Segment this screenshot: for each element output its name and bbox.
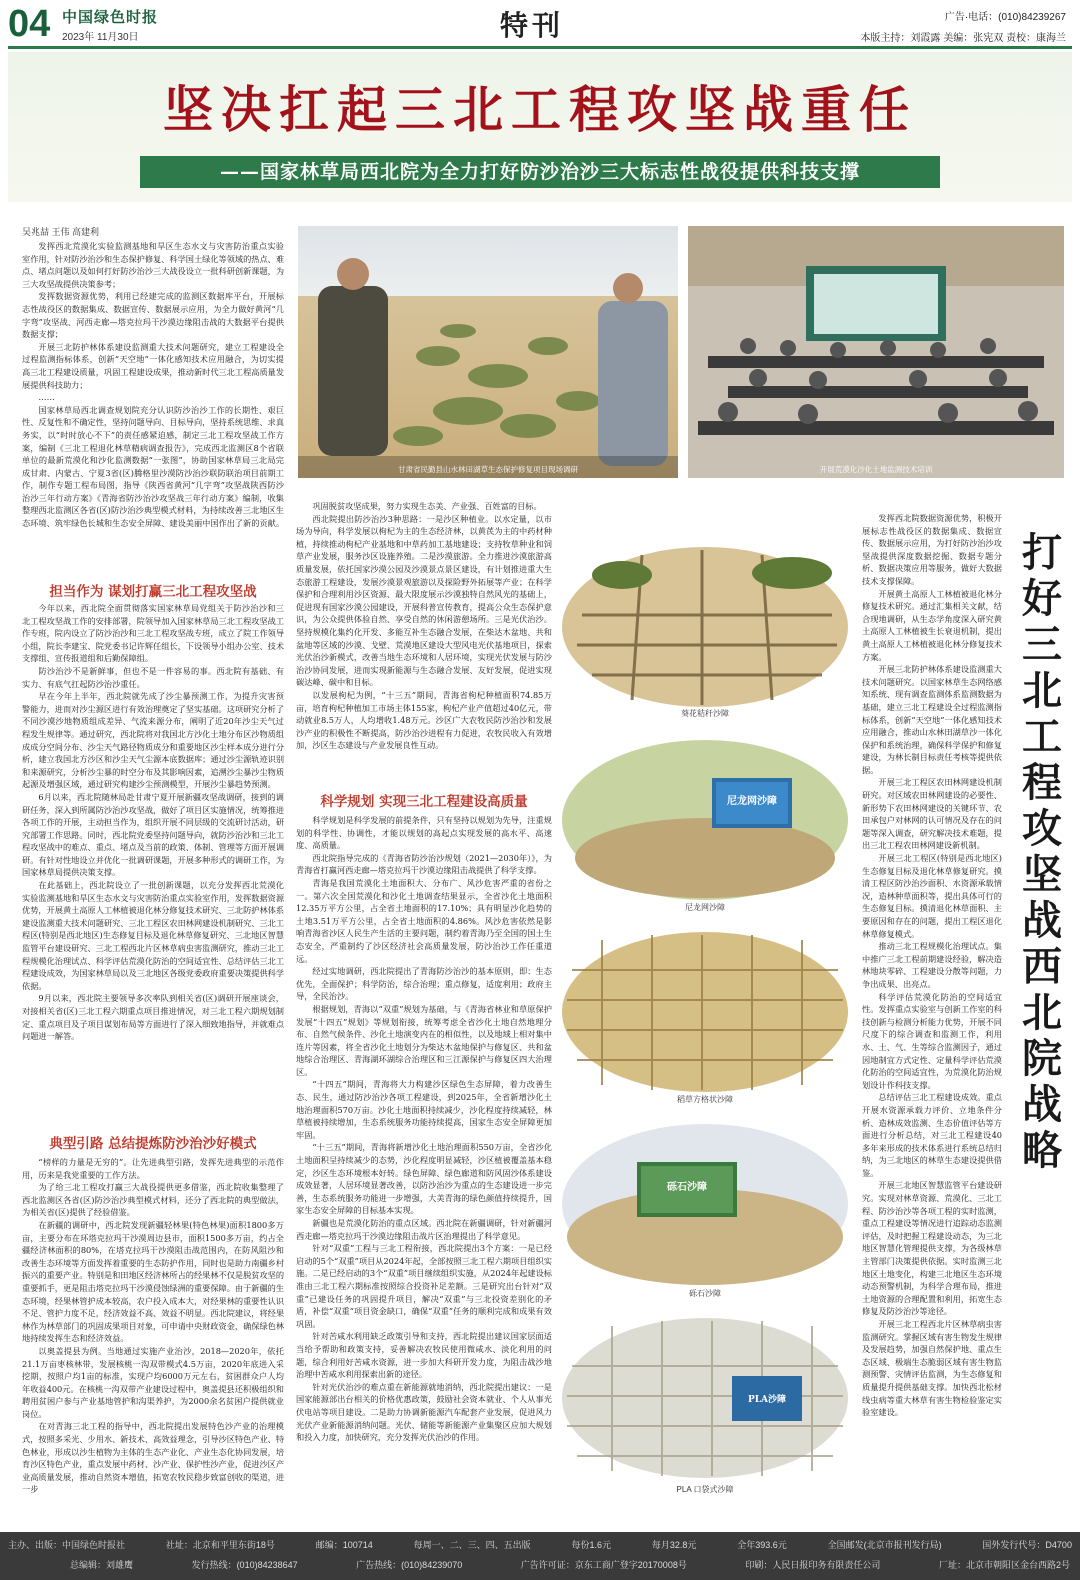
paragraph: 经过实地调研，西北院提出了青海防沙治沙的基本原则，即：生态优先，全面保护；科学防治，综合治理；重点修复，适度利用；政府主导，全民治沙。 — [296, 966, 552, 1002]
paragraph: “榜样的力量是无穷的”。让先进典型引路，发挥先进典型的示范作用，历来是我党重要的工作方法。 — [22, 1157, 284, 1180]
footer-item: 总编辑：刘雄鹰 — [70, 1560, 134, 1570]
section-heading-2: 典型引路 总结提炼防沙治沙好模式 — [49, 1136, 257, 1152]
paragraph: 开展三北工程区(特别是西北地区)生态修复目标及退化林草修复研究。摸清工程区防沙治沙面积、水资源承载情况，造林种草面积等，提出具体可行的生态修复目标。摸清退化林草面积、主要原因和存在的问题，提出工程区退化林草修复模式。 — [862, 853, 1002, 939]
article-column-1b — [22, 602, 284, 1128]
article-column-1c — [22, 1156, 284, 1518]
footer-item: 社址：北京和平里东街18号 — [165, 1540, 275, 1550]
footer-item: 广告热线：(010)84239070 — [356, 1560, 463, 1570]
photo-nylon-barrier — [562, 738, 848, 903]
paragraph: 新疆也是荒漠化防治的重点区域。西北院在新疆调研，针对新疆河西走廊—塔克拉玛干沙漠边缘阻击战片区治理提出了科学意见。 — [296, 1218, 552, 1241]
page-editors: 本版主持：刘霞露 美编：张宪双 责校：康海兰 — [860, 33, 1066, 44]
footer-item: 广告许可证：京东工商广登字20170008号 — [520, 1560, 687, 1570]
paragraph: 开展三北防护林体系建设监测重大技术问题研究，建立工程建设全过程监测指标体系，创新“天空地”一体化感知技术应用融合，为切实提高三北工程建设质量，巩固工程建设成果，推动新时代三北工程高质量发展提供科技助力； — [22, 341, 284, 390]
photo-training-session — [688, 226, 1064, 478]
sign-board-text: 尼龙网沙障 — [727, 796, 777, 807]
paragraph: 发挥西北荒漠化实验监测基地和旱区生态水文与灾害防治重点实验室作用，针对防沙治沙和生态保护修复、科学国土绿化等领域的热点、难点、堵点问题以及如何打好防沙治沙三大战役设立一批科研创新课题，为三大攻坚战提供决策参考； — [22, 241, 284, 289]
masthead — [0, 0, 1080, 46]
sign-board-text: PLA沙障 — [747, 1395, 787, 1405]
paragraph: 总结评估三北工程建设成效。重点开展水资源承载力评价、立地条件分析、造林成效监测、生态价值评估等方面进行分析总结，对三北工程建设40多年来形成的技术体系进行系统总结归纳，为三北地区的林草生态建设提供借鉴。 — [862, 1092, 1002, 1178]
photo-caption: 甘肃省民勤县山水林田湖草生态保护修复项目现场调研 — [398, 465, 578, 474]
footer-item: 邮编：100714 — [315, 1540, 373, 1550]
footer-item: 每月32.8元 — [651, 1540, 697, 1550]
paper-name: 中国绿色时报 — [62, 8, 159, 26]
photo-pla-barrier — [562, 1316, 848, 1481]
paragraph: 科学评估荒漠化防治的空间适宜性。发挥重点实验室与创新工作室的科技创新与检测分析能力优势，开展不同尺度下的综合调查和监测工作，利用水、土、气、生等综合监测因子，通过因地制宜方式定性、定量科学评估荒漠化防治的空间适宜性，为荒漠化防治规划设计作科技支撑。 — [862, 991, 1002, 1090]
footer-line-2 — [70, 1558, 1070, 1571]
caption-straw-barrier: 稻草方格状沙障 — [677, 1095, 733, 1104]
paragraph: 开展三北工程西北片区林草病虫害监测研究。掌握区域有害生物发生规律及发展趋势，加强自然保护地、重点生态区域、极端生态脆弱区域有害生物监测预警、灾情评估监测，为生态修复和质量提升提供基础支撑。加快西北松材线虫病等重大林草有害生物检验鉴定实验室建设。 — [862, 1319, 1002, 1418]
paragraph: 青海是我国荒漠化土地面积大、分布广、风沙危害严重的省份之一。第六次全国荒漠化和沙化土地调查结果显示，全省沙化土地面积12.35万平方公里，占全省土地面积的17.10%；具有明显沙化趋势的土地3.51万平方公里，占全省土地面积的4.86%。风沙危害依然是影响青海省沙区人民生产生活的主要问题，制约着青海乃至全国的国土生态安全，严重制约了沙区经济社会高质量发展，防沙治沙工作任重道远。 — [296, 877, 552, 964]
footer-item: 每周一、二、三、四、五出版 — [413, 1540, 531, 1550]
paragraph: “十四五”期间，青海将大力构建沙区绿色生态屏障，着力改善生态、民生，通过防沙治沙各项工程建设，到2025年，全省新增沙化土地治理面积570万亩。沙化土地面积持续减少，沙化程度持续减轻，林草植被持续增加，生态系统服务功能持续提高，国家生态安全屏障更加牢固。 — [296, 1079, 552, 1140]
paragraph: “十三五”期间，青海将新增沙化土地治理面积550万亩，全省沙化土地面积呈持续减少的态势，沙化程度明显减轻，沙区植被覆盖基本稳定，沙区生态环境根本好转。绿色屏障、绿色廊道和防风固沙体系建设成效显著，人居环境显著改善，以防沙治沙为重点的生态建设进一步完善，生态系统服务功能进一步增强，大美青海的绿色颜值持续提升，国家生态安全屏障的目标基本实现。 — [296, 1142, 552, 1216]
photo-field-survey — [298, 226, 678, 478]
article-column-2b — [296, 814, 552, 1520]
footer — [0, 1532, 1080, 1580]
paragraph: 巩固脱贫攻坚成果，努力实现生态美、产业强、百姓富的目标。 — [312, 501, 542, 511]
footer-item: 主办、出版：中国绿色时报社 — [8, 1540, 126, 1550]
paragraph: 西北院指导完成的《青海省防沙治沙规划（2021—2030年）》，为青海省打赢河西走廊—塔克拉玛干沙漠边缘阻击战提供了科学支撑。 — [296, 852, 552, 876]
caption-sunflower-barrier: 葵花秸秆沙障 — [681, 709, 729, 718]
paragraph: 针对“双重”工程与三北工程衔接，西北院提出3个方案：一是已经启动的5个“双重”项目从2024年起，全部按照三北工程六期项目组织实施。二是已经启动的3个“双重”项目继续组织实施，从2024年起建设标准由三北工程六期标准按照综合投资补足差额。三是研究出台针对“双重”已建设任务的巩固提升项目，解决“双重”与三北投资差别化的矛盾，补偿“双重”项目资金缺口，确保“双重”任务的顺利完成和成果有效巩固。 — [296, 1243, 552, 1329]
ad-phone: 广告·电话：(010)84239267 — [944, 12, 1066, 23]
footer-item: 每份1.6元 — [571, 1540, 611, 1550]
article-column-3 — [862, 512, 1002, 1522]
page-number: 04 — [8, 3, 51, 45]
footer-item: 厂址：北京市朝阳区金台西路2号 — [938, 1560, 1070, 1570]
paragraph: 在此基础上，西北院设立了一批创新课题，以充分发挥西北荒漠化实验监测基地和旱区生态水文与灾害防治重点实验室作用，发挥数据资源优势，开展黄土高原人工林植被退化林分修复技术研究、三北防护林体系建设监测重大技术问题研究、三北工程区农田林网建设机制研究、三北工程区(特别是西北地区)生态修复目标及退化林草修复研究、三北地区智慧监管平台建设研究、三北工程西北片区林草病虫害监测研究，推动三北工程规模化治理试点、科学评估荒漠化防治的空间适宜性、总结评估三北工程建设成效，为国家林草局以及三北地区各级党委政府重要决策提供科学依据。 — [22, 880, 284, 991]
photo-sunflower-barrier — [562, 545, 848, 710]
footer-item: 全国邮发(北京市报刊发行局) — [827, 1540, 942, 1550]
sign-board-text: 砾石沙障 — [667, 1182, 707, 1193]
article-column-1a — [22, 240, 284, 580]
paragraph: 科学规划是科学发展的前提条件，只有坚持以规划为先导，注重规划的科学性、协调性，才能以规划的高起点实现发展的高水平、高速度、高质量。 — [296, 815, 552, 851]
section-heading-3: 科学规划 实现三北工程建设高质量 — [320, 794, 528, 810]
paragraph: 在对青海三北工程的指导中，西北院提出发展特色沙产业的治理模式，按照多采光、少用水、新技术、高效益理念，引导沙区特色产业、特色林业，形成以沙生植物为主体的生态产业化、产业生态化协同发展，培育沙区特色产业，重点发展中药材、沙产业、保护性沙产业，促进沙区产业高质量发展，推动自然资本增值，拓宽农牧民稳步致富创收的渠道，进一步 — [22, 1421, 284, 1495]
paragraph: 防沙治沙不是新鲜事，但也不是一件容易的事。西北院有基础、有实力、有底气扛起防沙治沙重任。 — [22, 665, 284, 689]
paragraph: 在新疆的调研中，西北院发现新疆轻林果(特色林果)面积1800多万亩，主要分布在环塔克拉玛干沙漠周边县市，面积1500多万亩，约占全疆经济林面积的80%，在塔克拉玛干沙漠阻击战范围内，在防风阻沙和改善生态环境等方面发挥着重要的生态防护作用，同时也是助力南疆乡村振兴的重要产业。特别是和田地区经济林所占的经果林不仅是脱贫攻坚的重要抓手，更是阻击塔克拉玛干沙漠侵蚀绿洲的重要保障。由于新疆的生态环境，经果林管护成本较高，农户投入成本大，对经果林的重要性认识不足、管护力度不足，经济效益不高、效益不明显。西北院建议，将经果林作为林草部门的巩固成果项目对象，可申请中央财政资金，确保绿色林地持续发挥生态和经济效益。 — [22, 1219, 284, 1344]
main-headline: 坚决扛起三北工程攻坚战重任 — [163, 80, 917, 139]
paragraph: 针对苦咸水利用缺乏政策引导和支持，西北院提出建议国家层面适当给予帮助和政策支持，妥善解决农牧民使用微咸水、淡化利用的问题，综合利用好苦咸水资源，进一步加大科研开发力度，为阻击战沙地治理中苦咸水利用探索出新的途径。 — [296, 1331, 552, 1380]
issue-date: 2023年 11月30日 — [62, 32, 139, 43]
vertical-side-title: 打好三北工程攻坚战西北院战略 — [1022, 529, 1062, 1174]
paragraph: 针对光伏治沙的难点重在新能源就地消纳，西北院提出建议：一是国家能源部出台相关的价格优惠政策，鼓励社会资本就业、个人从事光伏电站等项目建设。二是助力协调新能源汽车配套产业发展，促进风力光伏产业新能源消纳问题。光伏、储能等新能源产业集聚区应加大规划和投入力度，加快研究，充分发挥光伏治沙的作用。 — [296, 1381, 552, 1443]
paragraph: 发挥数据资源优势，利用已经建完成的监测区数据库平台，开展标志性战役区的数据集成、数据宣传、数据展示应用，为全力做好黄河“几字弯”攻坚战、河西走廊—塔克拉玛干沙漠边缘阻击战的大数据平台提供数据支撑； — [22, 291, 284, 340]
byline: 吴兆喆 王伟 高建利 — [22, 227, 100, 237]
footer-item: 国外发行代号：D4700 — [982, 1540, 1072, 1550]
paragraph: 开展三北工程区农田林网建设机制研究。对区域农田林网建设的必要性、新形势下农田林网建设的关键环节、农田承包户对林网的认可情况及存在的问题等深入调查，研究解决技术难题，提出三北工程农田林网建设新机制。 — [862, 777, 1002, 851]
paragraph: 早在今年上半年，西北院就先成了沙尘暴预测工作，为提升灾害预警能力，进而对沙尘源区进行有效治理奠定了坚实基础。这项研究分析了不同沙漠沙地物质组成差异、气流来源分布，阐明了近20年沙尘天气过程发生规律等。通过研究，西北院将对我国北方沙化土地分布区沙物质组成成分空间分布、沙尘天气路径物质成分和重要地区沙尘样本成分进行分析，建立我国北方沙区和沙尘天气尘源本底数据库；通过沙尘源轨迹识别和来源研究，分析沙尘暴的时空分布及其影响因素，追溯沙尘暴沙尘物质起源及增强区域，通过研究构建沙尘预测模型，开展沙尘暴趋势预测。 — [22, 691, 284, 790]
paragraph: 以发展枸杞为例，“十三五”期间，青海省枸杞种植面积74.85万亩，培育枸杞种植加工市场主体155家，枸杞产业产值超过40亿元，带动就业8.5万人，人均增收1.48万元。沙区广大农牧民防沙治沙和发展沙产业的积极性不断提高，防沙治沙进程有力促进，农牧民收入有效增加，沙区生态建设与产业发展良性互动。 — [296, 689, 552, 751]
paragraph: …… — [38, 392, 55, 403]
paragraph: 发挥西北院数据资源优势，积极开展标志性战役区的数据集成、数据宣传、数据展示应用，为打好防沙治沙攻坚战提供深度数据挖掘、数据专题分析、数据决策应用等服务，做好大数据技术支撑保障。 — [862, 513, 1002, 586]
footer-item: 印刷：人民日报印务有限责任公司 — [745, 1560, 881, 1570]
masthead-divider — [8, 46, 1072, 49]
article-column-2a — [296, 500, 552, 780]
sub-headline: ——国家林草局西北院为全力打好防沙治沙三大标志性战役提供科技支撑 — [140, 156, 940, 188]
paragraph: 开展三北地区智慧监管平台建设研究。实现对林草资源、荒漠化、三北工程、防沙治沙等各项工程的实时监测，重点工程建设等情况进行追踪动态监测评估，及时把握工程建设动态，为三北地区智慧化管理提供支撑，为各级林草主管部门决策提供依据。实时监测三北地区土地变化，构建三北地区生态环境动态预警机制，为科学合理布局，推进土地资源的合理配置和利用，拓宽生态修复及防沙治沙等途径。 — [862, 1180, 1002, 1317]
paragraph: 国家林草局西北调查规划院充分认识防沙治沙工作的长期性、艰巨性、反复性和不确定性，坚持问题导向、目标导向，坚持系统思维、求真务实，以“时时放心不下”的责任感紧迫感，制定三北工程攻坚战工作方案，编制《三北工程退化林草精病调查报告》，完成西北监测区8个省联单位的最新荒漠化和沙化监测数据“一张图”，协助国家林草局三北局完成甘肃、内蒙古、宁夏3省(区)腾格里沙漠防沙治沙联防联治项目前期工作，制作专题工程布局图，指导《陕西省黄河“几字弯”攻坚战陕西防沙治沙三年行动方案》《青海省防沙治沙攻坚战三年行动方案》编制，收集整理西北监测区各省(区)防沙治沙典型模式材料，为持续改善三北地区生态环境、筑牢绿色长城和生态安全屏障、建设美丽中国作出了新的贡献。 — [22, 404, 284, 529]
paragraph: 推动三北工程规模化治理试点。集中推广三北工程前期建设经验，解决造林地块零碎、工程建设分散等问题，力争出成果、出亮点。 — [862, 941, 1002, 989]
photo-gravel-barrier — [562, 1122, 848, 1287]
photo-straw-checkerboard — [562, 930, 848, 1095]
paragraph: 开展三北防护林体系建设监测重大技术问题研究。以国家林草生态网络感知系统、现有调查监测体系监测数据为基础，建立三北工程建设全过程监测指标体系，创新“天空地”一体化感知技术应用融合，推动山水林田湖草沙一体化保护和系统治理，确保科学保护和修复建设，为林长制目标责任考核等提供依据。 — [862, 664, 1002, 775]
footer-item: 发行热线：(010)84238647 — [191, 1560, 298, 1570]
paragraph: 6月以来，西北院随林局赴甘肃宁夏开展新疆攻坚战调研，接到的调研任务，深入到所属防沙治沙攻坚战，做好了项目区实施情况，统筹推进各项工作的开展，主动担当作为，组织开展不同层级的交流研讨活动，研究部署工作思路。同时，西北院党委坚持问题导向，就防沙治沙和三北工程攻坚战中的难点、重点、堵点及当前的政策、体制、管理等方面开展调研。有针对性地设立并优化一批调研课题，开展多种形式的调研工作，为国家林草局提供决策支撑。 — [22, 791, 284, 878]
paragraph: 以奥盖提县为例。当地通过实施产业治沙，2018—2020年，依托21.1万亩枣核林带，发展核桃一沟双带模式4.5万亩，2020年底进入采挖期，按照户均1亩的标准，实现户均6000万元左右，贫困群众户人均年收益400元。在核桃一沟双带产业建设过程中，奥盖提县还积极组织和聘用贫困户参与产业基地管护和沟渠养护，为2000余名贫困户提供就业岗位。 — [22, 1345, 284, 1419]
paragraph: 西北院提出防沙治沙3种思路：一是沙区种植业。以水定量，以市场为导向，科学发展以枸杞为主的生态经济林，以黄芪为主的中药材种植，持续推动枸杞产业基地和中草药加工基地建设；支持牧草种业和饲草产业发展，服务沙区设施养殖。二是沙漠旅游。全力推进沙漠旅游高质量发展，依托国家沙漠公园及沙漠景点景区建设，有计划推进重大生态旅游工程建设，发展沙漠景观旅游以及探险野外拓展等产业；在科学保护和合理利用沙区资源、最大限度展示沙漠独特自然风光的基础上，促进现有国家沙漠公园建设，开展科普宣传教育，提高公众生态保护意识，为公众提供体验自然、享受自然的休闲游憩场所。三是光伏治沙。坚持规模化集约化开发、多能互补生态融合发展，在柴达木盆地、共和盆地等区域的沙漠、戈壁、荒漠地区建设大型风电光伏基地项目，探索光伏治沙新模式，改善当地生态环境和人居环境，实现光伏发展与防沙治沙协同发展，进而实现新能源与生态融合发展、友好发展，促进实现碳达峰、碳中和目标。 — [296, 513, 552, 688]
section-name: 特刊 — [500, 9, 565, 42]
footer-line-1 — [8, 1538, 1072, 1551]
paragraph: 今年以来，西北院全面贯彻落实国家林草局党组关于防沙治沙和三北工程攻坚战工作的安排部署，院领导加入国家林草局三北工程攻坚战工作专班，院内设立了防沙治沙和三北工程攻坚战专班，成立了院工作领导小组，院长李建宝、院党委书记许辉任组长，下设领导小组办公室、技术支撑组、宣传报道组和后勤保障组。 — [22, 603, 284, 664]
paragraph: 根据规划，青海以“双重”规划为基础，与《青海省林业和草原保护发展“十四五”规划》等规划衔接，统筹考虑全省沙化土地自然地理分布、自然气候条件、沙化土地演变内在的相似性，以及地域上相对集中连片等因素，将全省沙化土地划分为柴达木盆地保护与修复区、共和盆地综合治理区、青海湖环湖综合治理区和三江源保护与修复区四大治理区。 — [296, 1003, 552, 1077]
footer-item: 全年393.6元 — [737, 1540, 787, 1550]
photo-caption: 开展荒漠化沙化土地监测技术培训 — [819, 465, 933, 474]
section-heading-1: 担当作为 谋划打赢三北工程攻坚战 — [49, 584, 257, 600]
caption-pla-barrier: PLA 口袋式沙障 — [676, 1485, 734, 1494]
paragraph: 9月以来，西北院主要领导多次率队到相关省(区)调研开展座谈会，对接相关省(区)三北工程六期重点项目推进情况，对三北工程六期规划制定、重点项目及子项目谋划布局等方面进行了深入细致地指导，并就难点问题进一解答。 — [22, 993, 284, 1042]
caption-gravel-barrier: 砾石沙障 — [689, 1289, 721, 1298]
paragraph: 开展黄土高原人工林植被退化林分修复技术研究。通过汇集相关文献，结合现地调研，从生态学角度深入研究黄土高原人工林植被生长衰退机制，提出黄土高原人工林植被退化林分修复技术方案。 — [862, 588, 1002, 662]
paragraph: 为了给三北工程攻打赢三大战役提供更多借鉴，西北院收集整理了西北监测区各省(区)防沙治沙典型模式材料，还分了西北院的典型做法，为相关省(区)提供了经验借鉴。 — [22, 1182, 284, 1218]
caption-nylon-barrier: 尼龙网沙障 — [685, 903, 725, 912]
